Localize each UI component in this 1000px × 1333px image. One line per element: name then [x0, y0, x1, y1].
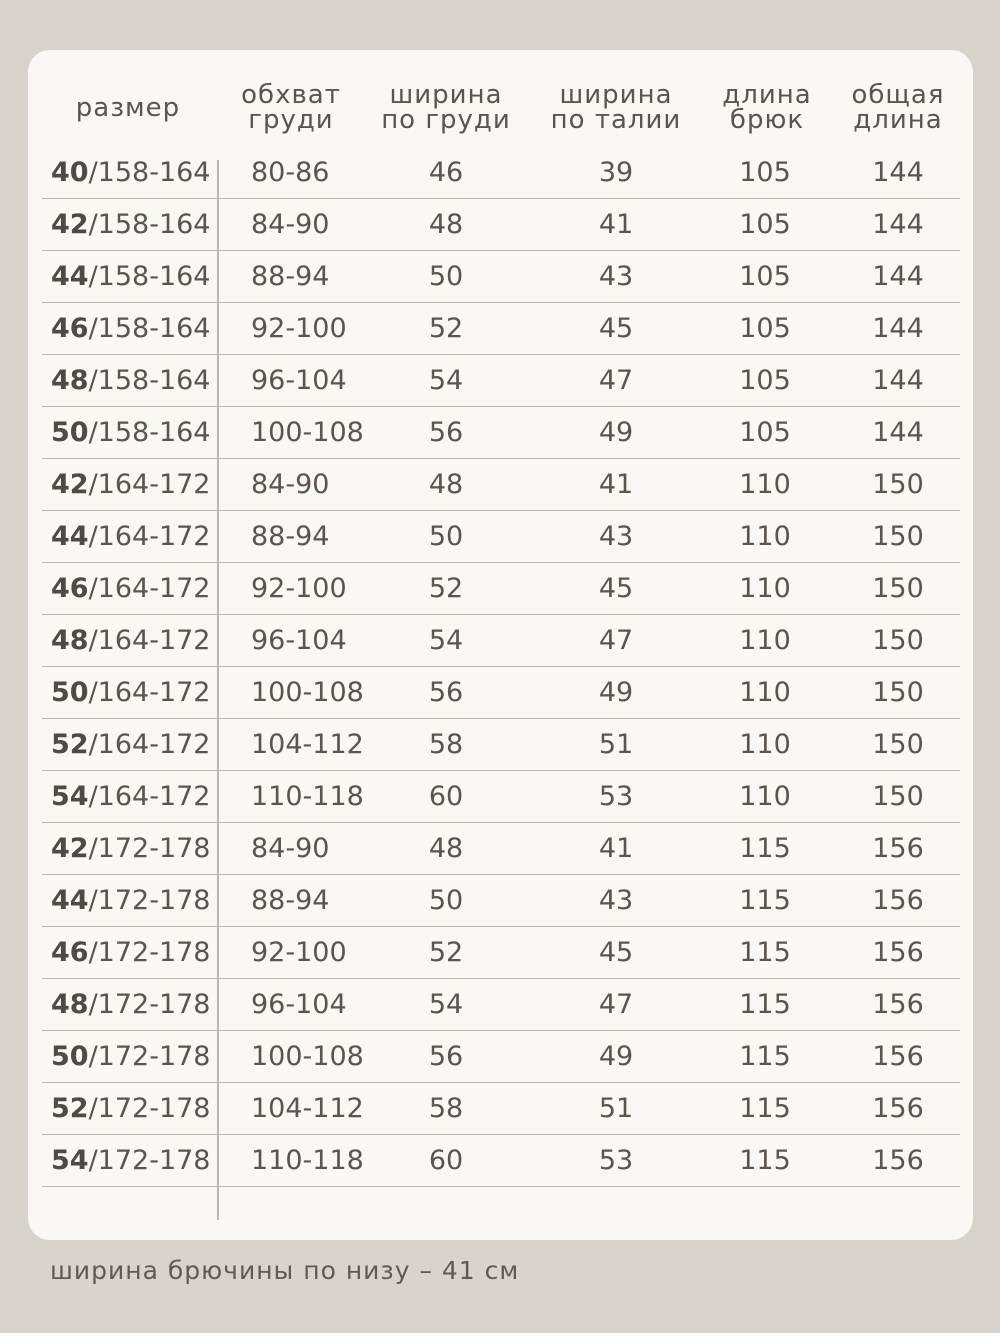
trouser-length-cell: 110	[739, 573, 791, 604]
size-height-range: /164-172	[88, 781, 211, 812]
chest-girth-cell: 84-90	[251, 833, 330, 864]
total-length-cell: 156	[872, 885, 924, 916]
total-length-cell: 156	[872, 937, 924, 968]
trouser-length-cell: 115	[739, 1145, 791, 1176]
size-cell	[51, 667, 211, 718]
table-row	[42, 511, 960, 563]
waist-width-cell: 47	[598, 625, 634, 656]
chest-girth-cell: 96-104	[251, 625, 347, 656]
chest-width-cell: 58	[428, 729, 464, 760]
table-row	[42, 823, 960, 875]
size-number: 50	[51, 417, 89, 448]
size-cell	[51, 199, 211, 250]
table-row	[42, 1135, 960, 1187]
footnote: ширина брючины по низу – 41 см	[50, 1256, 520, 1285]
size-height-range: /158-164	[88, 261, 211, 292]
size-number: 42	[51, 833, 89, 864]
table-row	[42, 251, 960, 303]
chest-girth-cell: 110-118	[251, 781, 364, 812]
table-row	[42, 355, 960, 407]
size-height-range: /164-172	[88, 469, 211, 500]
trouser-length-cell: 110	[739, 781, 791, 812]
total-length-cell: 144	[872, 209, 924, 240]
chest-width-cell: 54	[428, 625, 464, 656]
waist-width-cell: 41	[598, 833, 634, 864]
trouser-length-cell: 110	[739, 729, 791, 760]
waist-width-cell: 47	[598, 989, 634, 1020]
trouser-length-cell: 110	[739, 521, 791, 552]
trouser-length-cell: 115	[739, 989, 791, 1020]
size-height-range: /158-164	[88, 209, 211, 240]
trouser-length-cell: 115	[739, 937, 791, 968]
size-number: 44	[51, 885, 89, 916]
total-length-cell: 144	[872, 313, 924, 344]
total-length-cell: 150	[872, 729, 924, 760]
size-height-range: /172-178	[88, 1145, 211, 1176]
size-number: 46	[51, 313, 89, 344]
trouser-length-cell: 105	[739, 209, 791, 240]
table-row	[42, 615, 960, 667]
header-waist-width: ширина по талии	[550, 80, 682, 135]
size-cell	[51, 251, 211, 302]
size-cell	[51, 459, 211, 510]
chest-girth-cell: 96-104	[251, 365, 347, 396]
size-cell	[51, 875, 211, 926]
waist-width-cell: 53	[598, 781, 634, 812]
chest-girth-cell: 100-108	[251, 417, 364, 448]
chest-girth-cell: 110-118	[251, 1145, 364, 1176]
trouser-length-cell: 115	[739, 1041, 791, 1072]
chest-width-cell: 50	[428, 521, 464, 552]
total-length-cell: 150	[872, 625, 924, 656]
chest-girth-cell: 84-90	[251, 469, 330, 500]
waist-width-cell: 43	[598, 521, 634, 552]
trouser-length-cell: 115	[739, 833, 791, 864]
waist-width-cell: 53	[598, 1145, 634, 1176]
chest-width-cell: 46	[428, 157, 464, 188]
chest-width-cell: 60	[428, 1145, 464, 1176]
size-number: 48	[51, 625, 89, 656]
chest-width-cell: 58	[428, 1093, 464, 1124]
size-height-range: /172-178	[88, 989, 211, 1020]
total-length-cell: 156	[872, 989, 924, 1020]
chest-width-cell: 56	[428, 417, 464, 448]
total-length-cell: 150	[872, 677, 924, 708]
chest-girth-cell: 92-100	[251, 313, 347, 344]
total-length-cell: 144	[872, 157, 924, 188]
size-height-range: /172-178	[88, 833, 211, 864]
size-number: 42	[51, 209, 89, 240]
total-length-cell: 144	[872, 365, 924, 396]
size-height-range: /164-172	[88, 625, 211, 656]
table-row	[42, 927, 960, 979]
waist-width-cell: 45	[598, 573, 634, 604]
size-number: 46	[51, 573, 89, 604]
table-row	[42, 1083, 960, 1135]
chest-width-cell: 54	[428, 365, 464, 396]
chest-girth-cell: 80-86	[251, 157, 330, 188]
waist-width-cell: 41	[598, 469, 634, 500]
chest-width-cell: 54	[428, 989, 464, 1020]
total-length-cell: 156	[872, 1093, 924, 1124]
total-length-cell: 156	[872, 1145, 924, 1176]
header-size: размер	[75, 93, 181, 123]
size-number: 48	[51, 989, 89, 1020]
chest-girth-cell: 104-112	[251, 729, 364, 760]
size-height-range: /172-178	[88, 1093, 211, 1124]
chest-girth-cell: 88-94	[251, 261, 330, 292]
size-cell	[51, 823, 211, 874]
table-row	[42, 407, 960, 459]
total-length-cell: 150	[872, 469, 924, 500]
chest-width-cell: 52	[428, 573, 464, 604]
chest-width-cell: 50	[428, 261, 464, 292]
size-cell	[51, 147, 211, 198]
size-number: 52	[51, 1093, 89, 1124]
waist-width-cell: 49	[598, 677, 634, 708]
waist-width-cell: 41	[598, 209, 634, 240]
chest-girth-cell: 92-100	[251, 573, 347, 604]
chest-width-cell: 52	[428, 313, 464, 344]
size-number: 50	[51, 677, 89, 708]
chest-width-cell: 50	[428, 885, 464, 916]
trouser-length-cell: 110	[739, 469, 791, 500]
waist-width-cell: 51	[598, 1093, 634, 1124]
table-row	[42, 147, 960, 199]
size-height-range: /172-178	[88, 885, 211, 916]
size-number: 50	[51, 1041, 89, 1072]
trouser-length-cell: 110	[739, 625, 791, 656]
table-row	[42, 875, 960, 927]
table-row	[42, 199, 960, 251]
waist-width-cell: 43	[598, 261, 634, 292]
size-cell	[51, 303, 211, 354]
size-number: 42	[51, 469, 89, 500]
header-trouser-length: длина брюк	[722, 80, 812, 135]
table-row	[42, 771, 960, 823]
waist-width-cell: 45	[598, 937, 634, 968]
size-cell	[51, 927, 211, 978]
table-row	[42, 667, 960, 719]
header-total-length: общая длина	[851, 80, 945, 135]
chest-girth-cell: 100-108	[251, 677, 364, 708]
size-cell	[51, 771, 211, 822]
chest-width-cell: 56	[428, 1041, 464, 1072]
size-table-body	[42, 147, 960, 1187]
size-number: 52	[51, 729, 89, 760]
size-cell	[51, 511, 211, 562]
size-number: 46	[51, 937, 89, 968]
size-height-range: /158-164	[88, 157, 211, 188]
table-row	[42, 459, 960, 511]
trouser-length-cell: 115	[739, 885, 791, 916]
trouser-length-cell: 105	[739, 313, 791, 344]
size-cell	[51, 355, 211, 406]
chest-girth-cell: 104-112	[251, 1093, 364, 1124]
size-number: 44	[51, 261, 89, 292]
chest-girth-cell: 84-90	[251, 209, 330, 240]
column-divider	[217, 160, 219, 1220]
size-number: 40	[51, 157, 89, 188]
waist-width-cell: 49	[598, 1041, 634, 1072]
total-length-cell: 156	[872, 833, 924, 864]
total-length-cell: 150	[872, 521, 924, 552]
size-height-range: /158-164	[88, 313, 211, 344]
size-height-range: /164-172	[88, 521, 211, 552]
size-cell	[51, 563, 211, 614]
trouser-length-cell: 105	[739, 157, 791, 188]
size-cell	[51, 615, 211, 666]
chest-girth-cell: 100-108	[251, 1041, 364, 1072]
chest-girth-cell: 92-100	[251, 937, 347, 968]
size-height-range: /164-172	[88, 573, 211, 604]
header-chest-girth: обхват груди	[241, 80, 341, 135]
table-row	[42, 979, 960, 1031]
table-row	[42, 719, 960, 771]
total-length-cell: 150	[872, 781, 924, 812]
size-number: 54	[51, 781, 89, 812]
size-number: 44	[51, 521, 89, 552]
waist-width-cell: 39	[598, 157, 634, 188]
trouser-length-cell: 105	[739, 261, 791, 292]
trouser-length-cell: 115	[739, 1093, 791, 1124]
trouser-length-cell: 105	[739, 365, 791, 396]
header-chest-width: ширина по груди	[381, 80, 511, 135]
size-cell	[51, 407, 211, 458]
chest-width-cell: 52	[428, 937, 464, 968]
size-cell	[51, 979, 211, 1030]
size-cell	[51, 1031, 211, 1082]
chest-girth-cell: 96-104	[251, 989, 347, 1020]
size-cell	[51, 719, 211, 770]
size-cell	[51, 1083, 211, 1134]
size-height-range: /164-172	[88, 677, 211, 708]
size-number: 54	[51, 1145, 89, 1176]
chest-width-cell: 48	[428, 209, 464, 240]
total-length-cell: 144	[872, 417, 924, 448]
total-length-cell: 150	[872, 573, 924, 604]
chest-width-cell: 60	[428, 781, 464, 812]
size-height-range: /172-178	[88, 937, 211, 968]
size-number: 48	[51, 365, 89, 396]
table-row	[42, 303, 960, 355]
chest-width-cell: 48	[428, 469, 464, 500]
table-row	[42, 1031, 960, 1083]
trouser-length-cell: 110	[739, 677, 791, 708]
total-length-cell: 144	[872, 261, 924, 292]
size-height-range: /158-164	[88, 365, 211, 396]
size-cell	[51, 1135, 211, 1186]
waist-width-cell: 45	[598, 313, 634, 344]
chest-width-cell: 48	[428, 833, 464, 864]
waist-width-cell: 43	[598, 885, 634, 916]
size-height-range: /172-178	[88, 1041, 211, 1072]
chest-width-cell: 56	[428, 677, 464, 708]
size-height-range: /158-164	[88, 417, 211, 448]
table-row	[42, 563, 960, 615]
waist-width-cell: 51	[598, 729, 634, 760]
waist-width-cell: 47	[598, 365, 634, 396]
trouser-length-cell: 105	[739, 417, 791, 448]
table-header	[28, 80, 973, 153]
chest-girth-cell: 88-94	[251, 521, 330, 552]
total-length-cell: 156	[872, 1041, 924, 1072]
chest-girth-cell: 88-94	[251, 885, 330, 916]
size-height-range: /164-172	[88, 729, 211, 760]
waist-width-cell: 49	[598, 417, 634, 448]
